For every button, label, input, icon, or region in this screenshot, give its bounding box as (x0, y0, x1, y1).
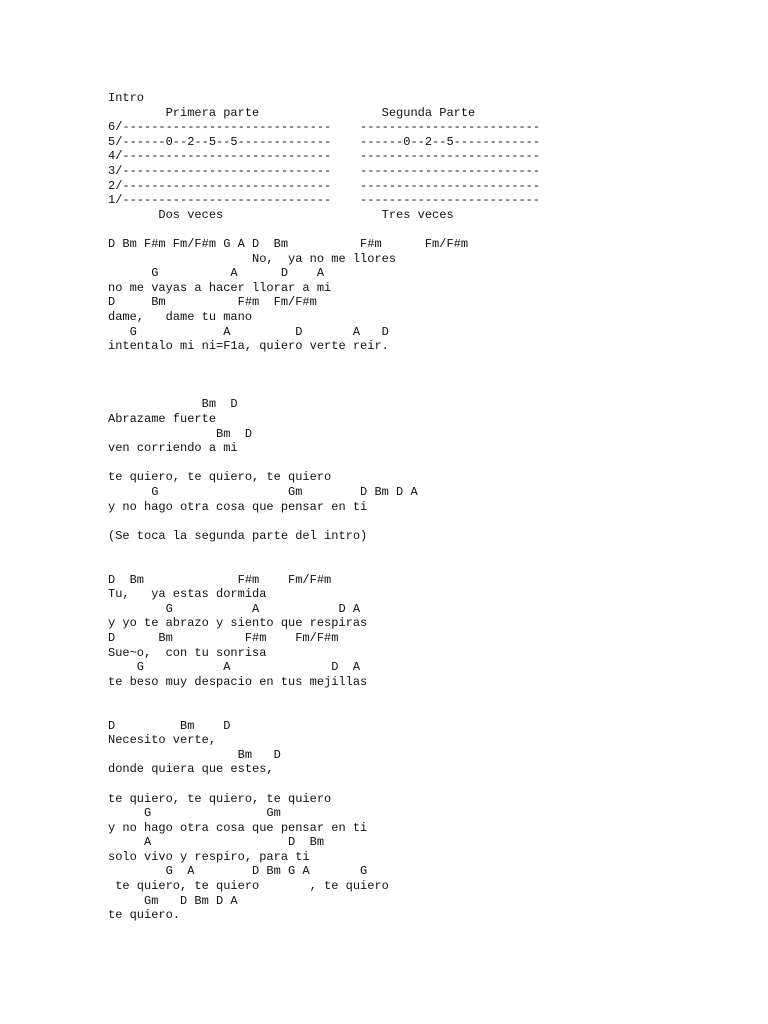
lyric-line: y no hago otra cosa que pensar en ti (108, 499, 368, 514)
tab-string-4: 4/----------------------------- ------------------------- (108, 149, 541, 164)
chord-line: D Bm F#m Fm/F#m (108, 630, 339, 645)
lyric-line: Tu, ya estas dormida (108, 587, 267, 602)
chord-line: D Bm D (108, 718, 231, 733)
chord-line: A D Bm (108, 835, 325, 850)
lyric-line: ven corriendo a mi (108, 441, 238, 456)
chord-line: G A D A D (108, 324, 389, 339)
lyric-line: te quiero. (108, 908, 181, 923)
blank-line (108, 558, 748, 573)
repeat-labels: Dos veces Tres veces (108, 207, 454, 222)
chord-line: G A D A (108, 601, 361, 616)
blank-line (108, 383, 748, 398)
chord-line: D Bm F#m Fm/F#m G A D Bm F#m Fm/F#m (108, 236, 469, 251)
chord-line: Gm D Bm D A (108, 893, 238, 908)
tab-string-2: 2/----------------------------- ------------------------- (108, 178, 541, 193)
chord-line: G A D Bm G A G (108, 864, 368, 879)
chord-line: G A D A (108, 266, 325, 281)
chord-line: D Bm F#m Fm/F#m (108, 572, 332, 587)
blank-line (108, 689, 748, 704)
chord-line: D Bm F#m Fm/F#m (108, 295, 317, 310)
lyric-line: No, ya no me llores (108, 251, 397, 266)
blank-line (108, 704, 748, 719)
chord-line: Bm D (108, 747, 281, 762)
lyric-line: y no hago otra cosa que pensar en ti (108, 820, 368, 835)
blank-line (108, 354, 748, 369)
tab-string-3: 3/----------------------------- ------------------------- (108, 163, 541, 178)
intro-heading: Intro (108, 91, 145, 105)
performance-note: (Se toca la segunda parte del intro) (108, 528, 368, 543)
blank-line (108, 456, 748, 471)
chord-line: G Gm D Bm D A (108, 485, 418, 500)
lyric-line: no me vayas a hacer llorar a mi (108, 280, 332, 295)
blank-line (108, 222, 748, 237)
lyric-line: dame, dame tu mano (108, 309, 253, 324)
blank-line (108, 368, 748, 383)
blank-line (108, 514, 748, 529)
chord-line: Bm D (108, 426, 253, 441)
song-sheet (108, 91, 748, 923)
chord-line: G A D A (108, 660, 361, 675)
lyric-line: te quiero, te quiero, te quiero (108, 791, 332, 806)
lyric-line: te quiero, te quiero, te quiero (108, 470, 332, 485)
lyric-line: intentalo mi ni=F1a, quiero verte reir. (108, 339, 389, 354)
chord-line: Bm D (108, 397, 238, 412)
tab-string-6: 6/----------------------------- ------------------------- (108, 120, 541, 135)
blank-line (108, 543, 748, 558)
tab-string-5: 5/------0--2--5--5------------- ------0--2--5------------ (108, 134, 541, 149)
lyric-line: Abrazame fuerte (108, 412, 217, 427)
tab-string-1: 1/----------------------------- ------------------------- (108, 193, 541, 208)
lyric-line: solo vivo y respiro, para ti (108, 849, 310, 864)
lyric-line: te quiero, te quiero , te quiero (108, 879, 389, 894)
lyric-line: te beso muy despacio en tus mejillas (108, 674, 368, 689)
blank-line (108, 777, 748, 792)
lyric-line: Necesito verte, (108, 733, 217, 748)
lyric-line: y yo te abrazo y siento que respiras (108, 616, 368, 631)
intro-part-labels: Primera parte Segunda Parte (108, 105, 476, 120)
lyric-line: Sue~o, con tu sonrisa (108, 645, 267, 660)
lyric-line: donde quiera que estes, (108, 762, 274, 777)
chord-line: G Gm (108, 806, 281, 821)
